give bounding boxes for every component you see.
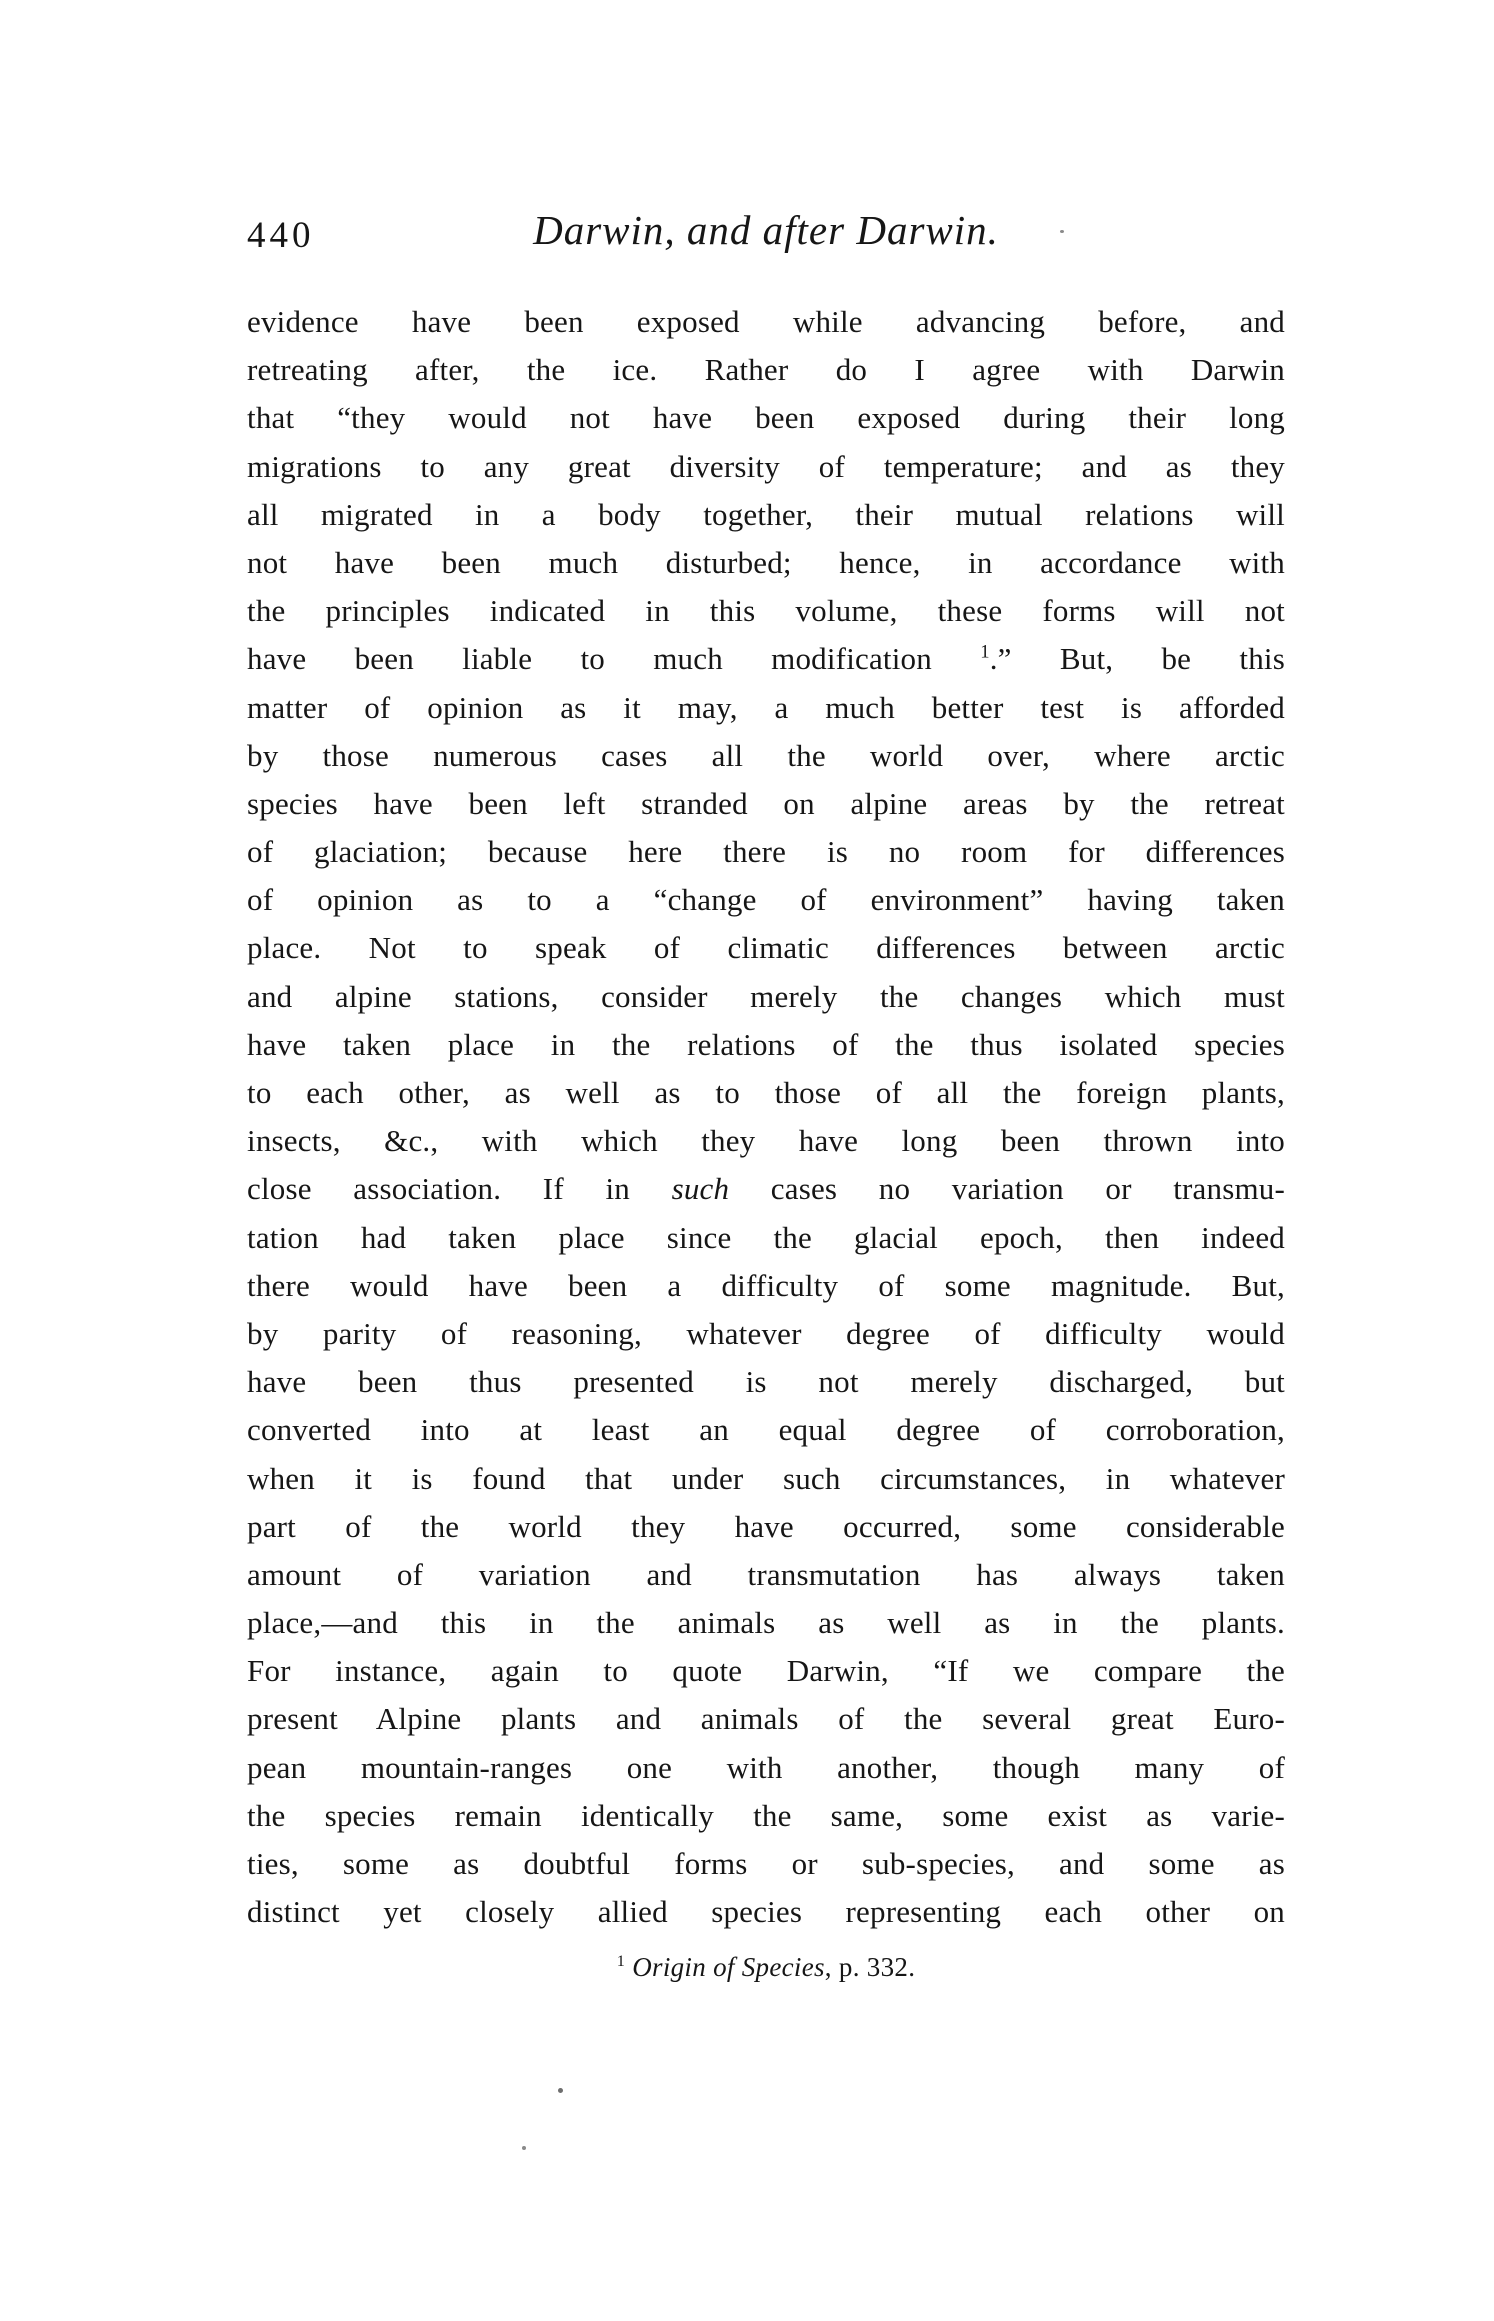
body-line: ties, some as doubtful forms or sub-species, and some as (247, 1846, 1285, 1881)
footnote: $^1$ Origin of Species, p. 332. (616, 1952, 916, 1983)
page-header (247, 206, 1285, 298)
scan-speck (1060, 230, 1064, 233)
body-line: migrations to any great diversity of temperature; and as they (247, 448, 1285, 484)
body-line: species have been left stranded on alpine areas by the retreat (247, 785, 1285, 821)
body-line: place,—and this in the animals as well as in the plants. (247, 1605, 1285, 1641)
body-line: close association. If in such cases no variation or transmu- (247, 1171, 1285, 1207)
body-line: For instance, again to quote Darwin, “If we compare the (247, 1653, 1285, 1689)
body-lines (247, 298, 1285, 1936)
body-line: to each other, as well as to those of all the foreign plants, (247, 1075, 1285, 1110)
body-line: have taken place in the relations of the thus isolated species (247, 1026, 1285, 1062)
scan-speck (558, 2088, 563, 2093)
body-line: matter of opinion as it may, a much better test is afforded (247, 689, 1285, 725)
body-line: not have been much disturbed; hence, in accordance with (247, 544, 1285, 580)
body-line: all migrated in a body together, their mutual relations will (247, 496, 1285, 532)
body-line: that “they would not have been exposed during their long (247, 400, 1285, 436)
body-line: insects, &c., with which they have long been thrown into (247, 1123, 1285, 1159)
page-number: 440 (247, 215, 315, 256)
running-title: Darwin, and after Darwin. (533, 207, 999, 253)
body-line: there would have been a difficulty of some magnitude. But, (247, 1267, 1285, 1303)
scan-speck (522, 2146, 526, 2150)
body-line: when it is found that under such circumstances, in whatever (247, 1460, 1285, 1496)
body-line: have been thus presented is not merely discharged, but (247, 1364, 1285, 1400)
body-line: retreating after, the ice. Rather do I agree with Darwin (247, 352, 1285, 388)
body-line: of glaciation; because here there is no room for differences (247, 834, 1285, 870)
body-line: present Alpine plants and animals of the several great Euro- (247, 1701, 1285, 1737)
body-line: by parity of reasoning, whatever degree of difficulty would (247, 1315, 1285, 1351)
body-line: tation had taken place since the glacial epoch, then indeed (247, 1219, 1285, 1255)
body-line: the species remain identically the same, some exist as varie- (247, 1797, 1285, 1833)
body-line: place. Not to speak of climatic differences between arctic (247, 930, 1285, 966)
body-line: have been liable to much modification $^1$.” But, be this (247, 641, 1285, 677)
body-line: pean mountain-ranges one with another, though many of (247, 1749, 1285, 1785)
body-line: distinct yet closely allied species representing each other on (247, 1894, 1285, 1930)
body-line: part of the world they have occurred, some considerable (247, 1508, 1285, 1544)
body-line: of opinion as to a “change of environment” having taken (247, 882, 1285, 918)
body-line: the principles indicated in this volume, these forms will not (247, 593, 1285, 629)
body-line: and alpine stations, consider merely the changes which must (247, 978, 1285, 1014)
body-line: evidence have been exposed while advancing before, and (247, 304, 1285, 339)
body-line: amount of variation and transmutation has always taken (247, 1556, 1285, 1592)
text-column (247, 206, 1285, 1983)
body-line: by those numerous cases all the world over, where arctic (247, 737, 1285, 773)
body-line: converted into at least an equal degree of corroboration, (247, 1412, 1285, 1448)
